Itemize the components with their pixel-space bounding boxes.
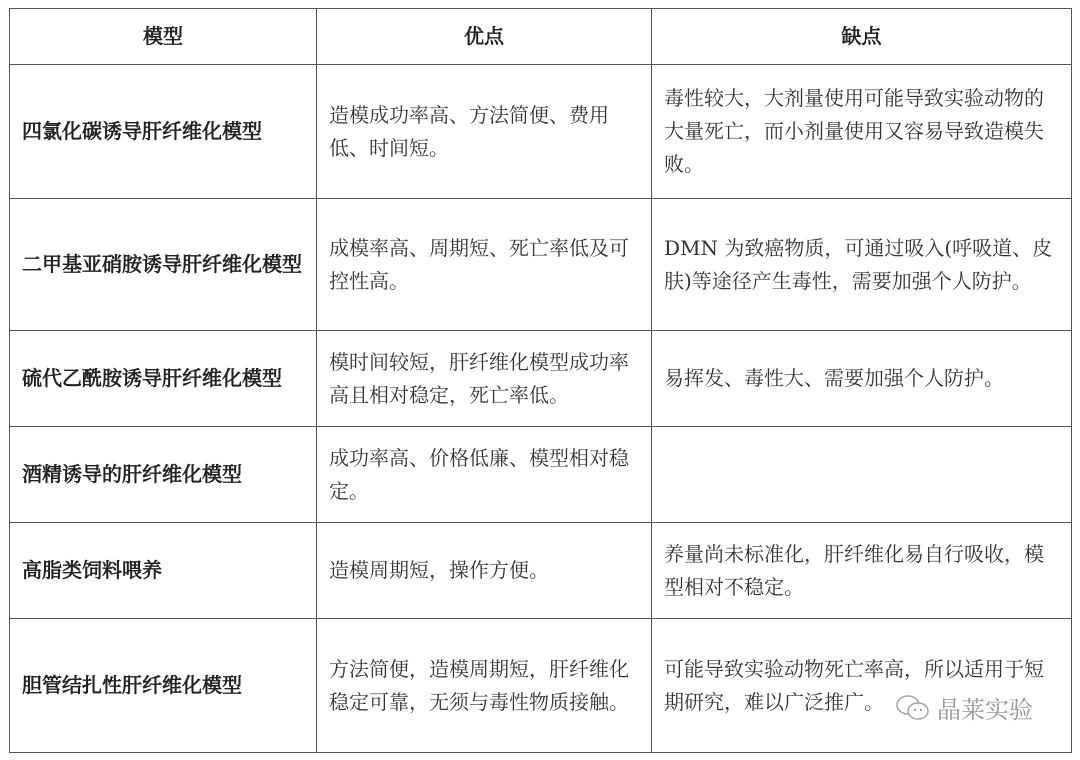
table-row: [10, 619, 1072, 753]
watermark: [895, 690, 1033, 725]
disadvantages-cell: [652, 427, 1072, 523]
advantages-cell: 造模成功率高、方法简便、费用低、时间短。: [317, 65, 652, 199]
advantages-cell: 模时间较短，肝纤维化模型成功率高且相对稳定，死亡率低。: [317, 331, 652, 427]
table-row: [10, 427, 1072, 523]
watermark-text: 晶莱实验: [937, 696, 1033, 724]
advantages-cell: 成功率高、价格低廉、模型相对稳定。: [317, 427, 652, 523]
advantages-cell: 成模率高、周期短、死亡率低及可控性高。: [317, 199, 652, 331]
model-cell: 硫代乙酰胺诱导肝纤维化模型: [10, 331, 317, 427]
header-model: 模型: [10, 9, 317, 65]
model-cell: 高脂类饲料喂养: [10, 523, 317, 619]
header-advantages: 优点: [317, 9, 652, 65]
header-row: [10, 9, 1072, 65]
model-cell: 二甲基亚硝胺诱导肝纤维化模型: [10, 199, 317, 331]
wechat-icon: [895, 693, 931, 723]
disadvantages-cell: 可能导致实验动物死亡率高，所以适用于短期研究，难以广泛推广。: [652, 619, 1072, 753]
disadvantages-cell: 易挥发、毒性大、需要加强个人防护。: [652, 331, 1072, 427]
advantages-cell: 造模周期短，操作方便。: [317, 523, 652, 619]
comparison-table: [9, 8, 1072, 753]
disadvantages-cell: DMN 为致癌物质，可通过吸入(呼吸道、皮肤)等途径产生毒性，需要加强个人防护。: [652, 199, 1072, 331]
table-row: [10, 199, 1072, 331]
model-cell: 酒精诱导的肝纤维化模型: [10, 427, 317, 523]
table-row: [10, 65, 1072, 199]
disadvantages-cell: 养量尚未标准化，肝纤维化易自行吸收，模型相对不稳定。: [652, 523, 1072, 619]
table-row: [10, 523, 1072, 619]
advantages-cell: 方法简便，造模周期短，肝纤维化稳定可靠，无须与毒性物质接触。: [317, 619, 652, 753]
header-disadvantages: 缺点: [652, 9, 1072, 65]
table-row: [10, 331, 1072, 427]
model-cell: 四氯化碳诱导肝纤维化模型: [10, 65, 317, 199]
disadvantages-cell: 毒性较大，大剂量使用可能导致实验动物的大量死亡，而小剂量使用又容易导致造模失败。: [652, 65, 1072, 199]
model-cell: 胆管结扎性肝纤维化模型: [10, 619, 317, 753]
